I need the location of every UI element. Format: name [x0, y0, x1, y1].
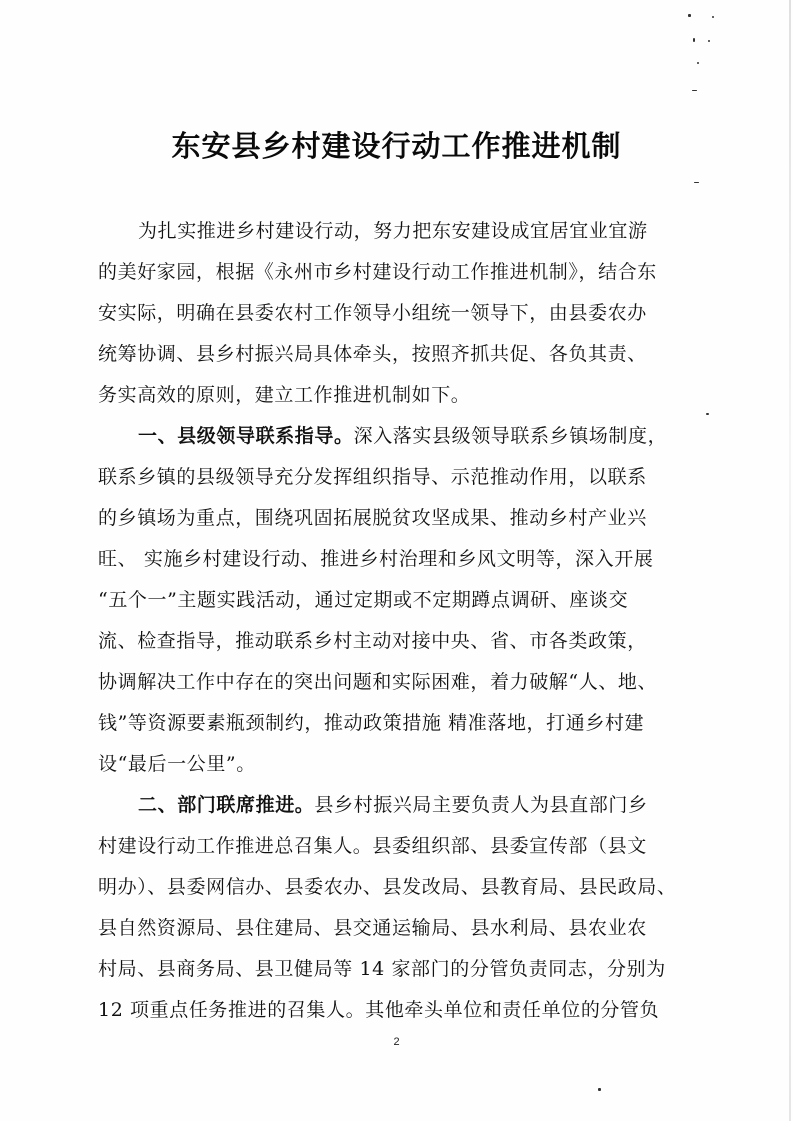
paragraph-3-line-rest: 县乡村振兴局主要负责人为县直部门乡	[314, 794, 648, 816]
paragraph-1-line: 务实高效的原则，建立工作推进机制如下。	[98, 384, 471, 406]
paragraph-1-line: 安实际，明确在县委农村工作领导小组统一领导下，由县委农办	[98, 302, 647, 324]
paragraph-2-line: 协调解决工作中存在的突出问题和实际困难，着力破解“人、地、	[98, 671, 658, 693]
section-heading-1: 一、县级领导联系指导。	[138, 425, 354, 447]
paragraph-2-line: 钱”等资源要素瓶颈制约，推动政策措施 精准落地，打通乡村建	[98, 712, 645, 734]
paragraph-2-first-line	[98, 416, 704, 457]
paragraph-1-line: 统筹协调、县乡村振兴局具体牵头，按照齐抓共促、各负其责、	[98, 343, 647, 365]
paragraph-2-line: 流、检查指导，推动联系乡村主动对接中央、省、市各类政策，	[98, 630, 647, 652]
scan-speck	[708, 40, 710, 42]
paragraph-1-line: 的美好家园，根据《永州市乡村建设行动工作推进机制》，结合东	[98, 261, 657, 283]
paragraph-3-line: 12 项重点任务推进的召集人。其他牵头单位和责任单位的分管负	[98, 999, 660, 1021]
scan-speck	[692, 90, 697, 91]
paragraph-2-line: 的乡镇场为重点，围绕巩固拓展脱贫攻坚成果、推动乡村产业兴	[98, 507, 647, 529]
paragraph-3-line: 县自然资源局、县住建局、县交通运输局、县水利局、县农业农	[98, 917, 647, 939]
paragraph-2-line: 旺、 实施乡村建设行动、推进乡村治理和乡风文明等，深入开展	[98, 548, 654, 570]
paragraph-2-line: 设“最后一公里”。	[98, 753, 256, 775]
scan-speck	[697, 62, 699, 64]
document-title: 东安县乡村建设行动工作推进机制	[171, 129, 622, 163]
scan-speck	[688, 14, 691, 17]
scan-edge	[789, 0, 791, 1121]
scan-speck	[598, 1088, 601, 1091]
paragraph-2-line-rest: 深入落实县级领导联系乡镇场制度，	[353, 425, 668, 447]
section-heading-2: 二、部门联席推进。	[138, 794, 315, 816]
paragraph-3-line: 明办）、县委网信办、县委农办、县发改局、县教育局、县民政局、	[98, 876, 677, 898]
paragraph-3-line: 村建设行动工作推进总召集人。县委组织部、县委宣传部（县文	[98, 835, 647, 857]
scan-speck	[706, 413, 709, 415]
paragraph-2-line: 联系乡镇的县级领导充分发挥组织指导、示范推动作用，以联系	[98, 466, 647, 488]
page-number: 2	[393, 1036, 400, 1048]
paragraph-3-first-line	[98, 785, 704, 826]
paragraph-2-line: “五个一”主题实践活动，通过定期或不定期蹲点调研、座谈交	[98, 589, 629, 611]
paragraph-3-line: 村局、县商务局、县卫健局等 14 家部门的分管负责同志，分别为	[98, 958, 666, 980]
scan-speck	[712, 16, 714, 18]
scan-speck	[693, 38, 695, 42]
document-body	[98, 211, 704, 1031]
paragraph-1-line: 为扎实推进乡村建设行动，努力把东安建设成宜居宜业宜游	[138, 220, 648, 242]
scan-speck	[694, 182, 699, 183]
